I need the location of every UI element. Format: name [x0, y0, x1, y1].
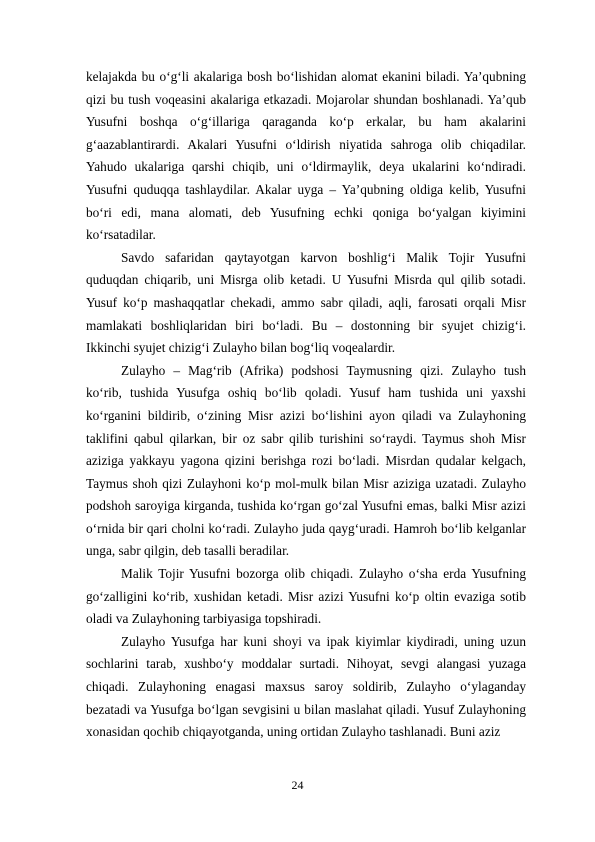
paragraph-4: Malik Tojir Yusufni bozorga olib chiqadi. Zulayho o‘sha erda Yusufning go‘zalligini ko‘rib, xushidan ketadi. Misr azizi Yusufni ko‘p oltin evaziga sotib oladi va Zulayhoning tarbiyasiga topshiradi.: [86, 566, 526, 627]
page-number: 24: [291, 778, 304, 792]
paragraph-2: Savdo safaridan qaytayotgan karvon boshlig‘i Malik Tojir Yusufni quduqdan chiqarib, uni Misrga olib ketadi. U Yusufni Misrda qul qilib sotadi. Yusuf ko‘p mashaqqatlar chekadi, ammo sabr qiladi, aqli, farosati orqali Misr mamlakati boshliqlaridan biri bo‘ladi. Bu – dostonning bir syujet chizig‘i. Ikkinchi syujet chizig‘i Zulayho bilan bog‘liq voqealardir.: [86, 249, 526, 356]
paragraph-1: kelajakda bu o‘g‘li akalariga bosh bo‘lishidan alomat ekanini biladi. Ya’qubning qizi bu tush voqeasini akalariga etkazadi. Mojarolar shundan boshlanadi. Ya’qub Yusufni boshqa o‘g‘illariga qaraganda ko‘p erkalar, bu ham akalarini g‘aazablantirardi. Akalari Yusufni o‘ldirish niyatida sahroga olib chiqadilar. Yahudo ukalariga qarshi chiqib, uni o‘ldirmaylik, deya ukalarini ko‘ndiradi. Yusufni quduqqa tashlaydilar. Akalar uyga – Ya’qubning oldiga kelib, Yusufni bo‘ri edi, mana alomati, deb Yusufning echki qoniga bo‘yalgan kiyimini ko‘rsatadilar.: [86, 69, 526, 243]
paragraph-3: Zulayho – Mag‘rib (Afrika) podshosi Taymusning qizi. Zulayho tush ko‘rib, tushida Yusufga oshiq bo‘lib qoladi. Yusuf ham tushida uni yaxshi ko‘rganini bildirib, o‘zining Misr azizi bo‘lishini ayon qiladi va Zulayhoning taklifini qabul qilarkan, bir oz sabr qilib turishini so‘raydi. Taymus shoh Misr aziziga yakkayu yagona qizini berishga rozi bo‘ladi. Misrdan qudalar kelgach, Taymus shoh qizi Zulayhoni ko‘p mol-mulk bilan Misr aziziga uzatadi. Zulayho podshoh saroyiga kirganda, tushida ko‘rgan go‘zal Yusufni emas, balki Misr azizi o‘rnida bir qari cholni ko‘radi. Zulayho juda qayg‘uradi. Hamroh bo‘lib kelganlar unga, sabr qilgin, deb tasalli beradilar.: [86, 362, 526, 559]
page-text-body: [86, 66, 526, 744]
paragraph-5: Zulayho Yusufga har kuni shoyi va ipak kiyimlar kiydiradi, uning uzun sochlarini tarab, xushbo‘y moddalar surtadi. Nihoyat, sevgi alangasi yuzaga chiqadi. Zulayhoning enagasi maxsus saroy soldirib, Zulayho o‘ylaganday bezatadi va Yusufga bo‘lgan sevgisini u bilan maslahat qiladi. Yusuf Zulayhoning xonasidan qochib chiqayotganda, uning ortidan Zulayho tashlanadi. Buni aziz: [86, 633, 526, 740]
